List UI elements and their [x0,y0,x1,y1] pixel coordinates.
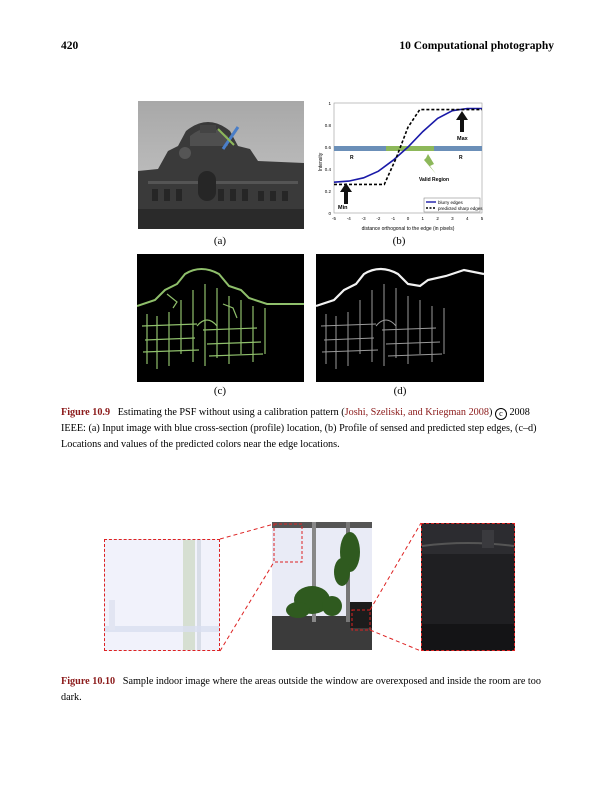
annotation-r-right: R [459,155,463,161]
y-tick-label: 0.4 [324,167,331,172]
panel-label-a: (a) [213,235,227,247]
x-tick-label: 1 [421,216,425,221]
caption-text-1: Estimating the PSF without using a calibration pattern ( [117,407,345,418]
legend-label-blurry: blurry edges [438,200,463,205]
figure-10-10-label: Figure 10.10 [61,676,116,687]
annotation-min: Min [338,205,348,211]
x-tick-label: 5 [480,216,484,221]
page-number: 420 [61,40,79,52]
x-tick-label: -2 [376,216,381,221]
annotation-valid-region: Valid Region [419,177,450,183]
panel-label-b: (b) [392,235,406,247]
y-tick-label: 0.8 [324,123,331,128]
running-header: 10 Computational photography [399,40,554,52]
x-tick-label: 2 [436,216,439,221]
panel-label-d: (d) [393,385,407,397]
figure-10-9-label: Figure 10.9 [61,407,111,418]
x-tick-label: -3 [361,216,366,221]
x-tick-label: -4 [346,216,351,221]
figure-10-10-caption-text: Sample indoor image where the areas outside the window are overexposed and inside the room are too dark. [61,676,541,703]
y-tick-label: 0.2 [324,189,331,194]
x-tick-label: -1 [391,216,396,221]
x-axis-label: distance orthogonal to the edge (in pixels) [361,226,455,232]
caption-text-2: ) [488,407,495,418]
panel-label-c: (c) [213,385,227,397]
y-tick-label: 0.6 [324,145,331,150]
legend-label-predicted: predicted sharp edges [438,206,483,211]
y-tick-label: 0 [328,211,331,216]
annotation-max: Max [457,136,468,142]
y-tick-label: 1 [328,101,331,106]
x-tick-label: 3 [451,216,454,221]
x-tick-label: -5 [331,216,337,221]
citation-link[interactable]: Joshi, Szeliski, and Kriegman 2008 [344,407,489,418]
x-tick-label: 0 [406,216,410,221]
figure-10-10-caption [61,674,557,706]
x-tick-label: 4 [465,216,469,221]
y-axis-label: Intensity [318,152,324,172]
caption-text-3: 2008 IEEE: (a) Input image with blue cross-section (profile) location, (b) Profile of sensed and predicted step edges, (c–d) Locations and values of the predicted colors near the edge locations. [61,407,537,450]
annotation-r-left: R [350,155,354,161]
copyright-icon: c [495,408,507,420]
